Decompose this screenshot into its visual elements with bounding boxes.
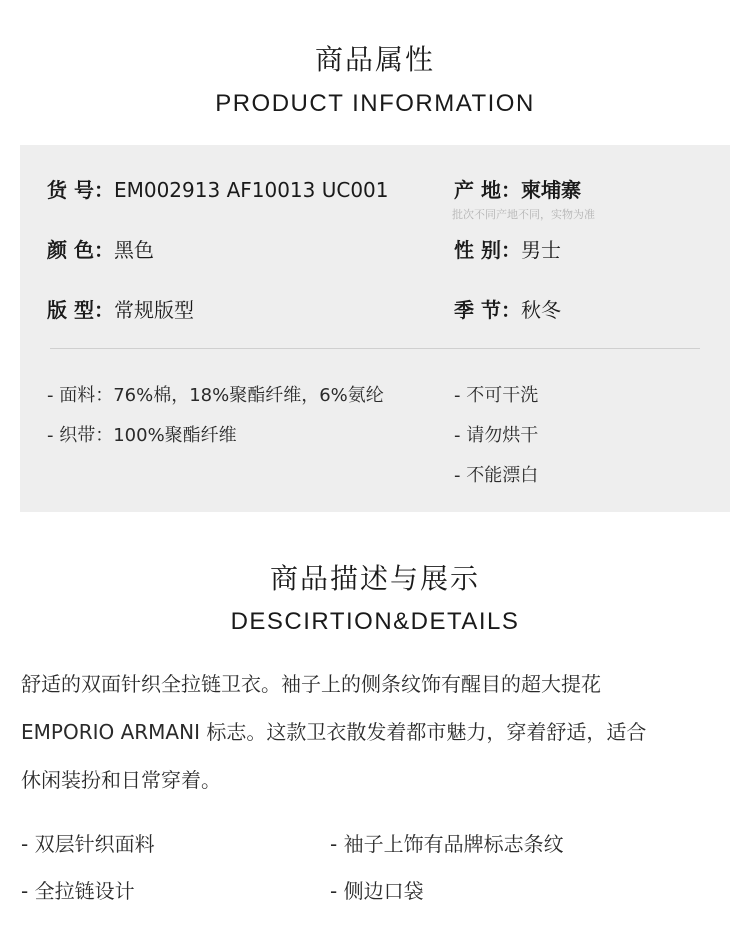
care-line: - 请勿烘干 xyxy=(454,425,539,446)
feature-item: - 双层针织面料 xyxy=(21,832,155,856)
attr-season xyxy=(454,294,561,323)
care-line: - 不能漂白 xyxy=(454,465,539,486)
description-line: 休闲装扮和日常穿着。 xyxy=(21,768,221,792)
attr-fit xyxy=(47,294,194,323)
description-line: 舒适的双面针织全拉链卫衣。袖子上的侧条纹饰有醒目的超大提花 xyxy=(21,672,601,696)
attr-color-value: 黑色 xyxy=(113,238,154,262)
care-line: - 不可干洗 xyxy=(454,385,539,406)
attr-color-label: 颜 色： xyxy=(47,238,114,262)
attr-origin-label: 产 地： xyxy=(454,178,521,202)
section-title-cn: 商品属性 xyxy=(314,43,435,76)
attr-gender-label: 性 别： xyxy=(454,238,521,262)
attr-fit-value: 常规版型 xyxy=(113,298,194,322)
attr-item-no xyxy=(47,174,389,203)
description-title-cn: 商品描述与展示 xyxy=(269,562,480,595)
origin-note: 批次不同产地不同，实物为准 xyxy=(452,208,595,221)
material-line: - 织带：100%聚酯纤维 xyxy=(47,425,237,446)
attr-item-no-label: 货 号： xyxy=(47,178,114,202)
attr-fit-label: 版 型： xyxy=(47,298,114,322)
attr-item-no-value: EM002913 AF10013 UC001 xyxy=(113,178,389,202)
attr-origin-value: 柬埔寨 xyxy=(520,178,581,202)
feature-item: - 侧边口袋 xyxy=(330,879,424,903)
section-title-en: PRODUCT INFORMATION xyxy=(215,90,535,117)
feature-item: - 全拉链设计 xyxy=(21,879,135,903)
attr-season-label: 季 节： xyxy=(454,298,521,322)
material-line: - 面料：76%棉，18%聚酯纤维，6%氨纶 xyxy=(47,385,384,406)
attr-color xyxy=(47,234,154,263)
attr-season-value: 秋冬 xyxy=(520,298,561,322)
feature-item: - 袖子上饰有品牌标志条纹 xyxy=(330,832,564,856)
attr-gender xyxy=(454,234,561,263)
panel-divider xyxy=(50,348,700,349)
description-line: EMPORIO ARMANI 标志。这款卫衣散发着都市魅力，穿着舒适，适合 xyxy=(21,720,647,744)
attr-origin xyxy=(454,174,581,203)
description-title-en: DESCIRTION&DETAILS xyxy=(230,608,520,635)
attr-gender-value: 男士 xyxy=(520,238,561,262)
